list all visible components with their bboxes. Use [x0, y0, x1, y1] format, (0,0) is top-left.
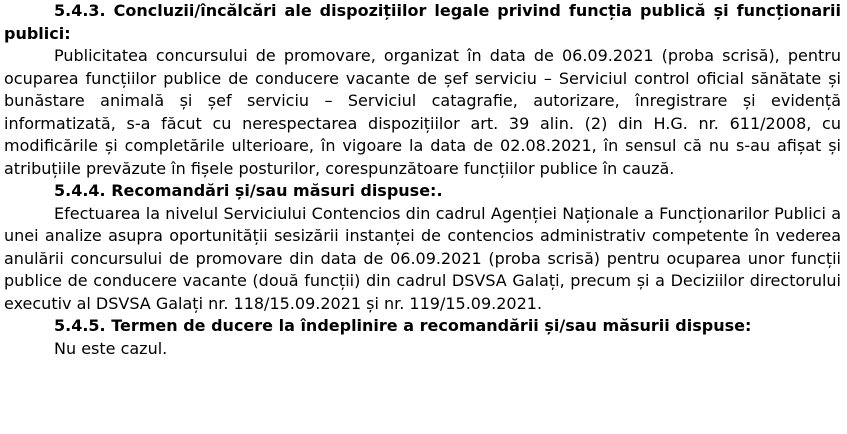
section-heading-5-4-4: 5.4.4. Recomandări și/sau măsuri dispuse:.	[54, 181, 443, 200]
section-heading-5-4-3: 5.4.3. Concluzii/încălcări ale dispozițiilor legale privind funcția publică și funcționarii publici:	[4, 1, 841, 43]
section-heading-5-4-5: 5.4.5. Termen de ducere la îndeplinire a recomandării și/sau măsurii dispuse:	[54, 316, 752, 335]
section-body-5-4-4: Efectuarea la nivelul Serviciului Contencios din cadrul Agenției Naționale a Funcționarilor Publici a unei analize asupra oportunității sesizării instanței de contencios administrativ competente în vederea anulării concursului de promovare din data de 06.09.2021 (proba scrisă) pentru ocuparea unor funcții publice de conducere vacante (două funcții) din cadrul DSVSA Galați, precum și a Deciziilor directorului executiv al DSVSA Galați nr. 118/15.09.2021 și nr. 119/15.09.2021.	[4, 203, 841, 313]
section-body-5-4-3: Publicitatea concursului de promovare, organizat în data de 06.09.2021 (proba scrisă), pentru ocuparea funcțiilor publice de conducere vacante de șef serviciu – Serviciul control oficial sănătate și bunăstare animală și șef serviciu – Serviciul catagrafie, autorizare, înregistrare și evidență informatizată, s-a făcut cu nerespectarea dispozițiilor art. 39 alin. (2) din H.G. nr. 611/2008, cu modificările și completările ulterioare, în vigoare la data de 02.08.2021, în sensul că nu s-au afișat și atribuțiile prevăzute în fișele posturilor, corespunzătoare funcțiilor publice în cauză.	[4, 46, 841, 178]
section-body-5-4-5: Nu este cazul.	[54, 338, 168, 358]
